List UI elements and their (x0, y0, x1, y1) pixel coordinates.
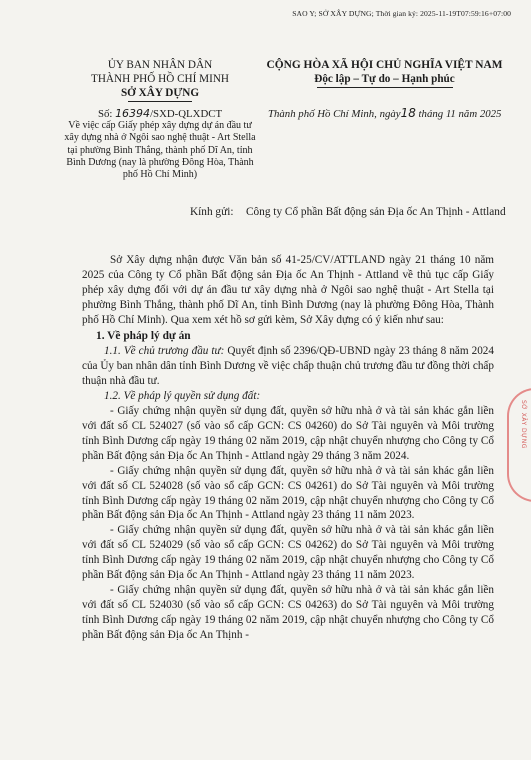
date-day-handwritten: 18 (400, 106, 416, 120)
digital-signature-note: SAO Y; SỞ XÂY DỰNG; Thời gian ký: 2025-11-19T07:59:16+07:00 (292, 9, 511, 18)
number-suffix: /SXD-QLXDCT (150, 108, 223, 120)
date-prefix: Thành phố Hồ Chí Minh, ngày (268, 108, 401, 120)
agency-line-2: THÀNH PHỐ HỒ CHÍ MINH (91, 73, 229, 85)
document-body (82, 253, 494, 643)
land-certificate-3: - Giấy chứng nhận quyền sử dụng đất, quyền sở hữu nhà ở và tài sản khác gắn liền với đất số CL 524029 (số vào sổ cấp GCN: CS 04262) do Sở Tài nguyên và Môi trường tỉnh Bình Dương cấp ngày 19 tháng 02 năm 2019, cập nhật chuyển nhượng cho Công ty Cổ phần Bất động sản Địa ốc An Thịnh - Attland ngày 23 tháng 11 năm 2023. (82, 524, 494, 582)
agency-line-1: ỦY BAN NHÂN DÂN (107, 59, 213, 71)
section-1-2 (82, 389, 494, 404)
document-subject: Về việc cấp Giấy phép xây dựng dự án đầu tư xây dựng nhà ở Ngôi sao nghệ thuật - Art Stella tại phường Bình Thắng, thành phố Dĩ An, tỉnh Bình Dương (nay là phường Đông Hòa, Thành phố Hồ Chí Minh) (64, 120, 256, 181)
section-1-1-text: Quyết định số 2396/QĐ-UBND ngày 23 tháng 8 năm 2024 của Ủy ban nhân dân tỉnh Bình Dương về việc chấp thuận chủ trương đầu tư đồng thời chấp thuận nhà đầu tư. (82, 345, 494, 388)
document-date (268, 106, 518, 120)
recipient-name: Công ty Cổ phần Bất động sản Địa ốc An Thịnh - Attland (246, 206, 506, 218)
national-motto: Độc lập – Tự do – Hạnh phúc (314, 73, 455, 85)
land-certificate-4: - Giấy chứng nhận quyền sử dụng đất, quyền sở hữu nhà ở và tài sản khác gắn liền với đất số CL 524030 (số vào sổ cấp GCN: CS 04263) do Sở Tài nguyên và Môi trường tỉnh Bình Dương cấp ngày 19 tháng 02 năm 2019, cập nhật chuyển nhượng cho Công ty Cổ phần Bất động sản Địa ốc An Thịnh - (82, 583, 494, 641)
land-certificate-2: - Giấy chứng nhận quyền sử dụng đất, quyền sở hữu nhà ở và tài sản khác gắn liền với đất số CL 524028 (số vào sổ cấp GCN: CS 04261) do Sở Tài nguyên và Môi trường tỉnh Bình Dương cấp ngày 19 tháng 02 năm 2019, cập nhật chuyển nhượng cho Công ty Cổ phần Bất động sản Địa ốc An Thịnh - Attland ngày 23 tháng 11 năm 2023. (82, 464, 494, 522)
section-1-1 (82, 344, 494, 389)
recipient-label: Kính gửi: (190, 206, 234, 218)
national-header (262, 58, 507, 88)
agency-header (60, 58, 260, 121)
section-1-1-label: 1.1. Về chủ trương đầu tư: (104, 345, 225, 358)
date-suffix: tháng 11 năm 2025 (418, 108, 502, 120)
number-prefix: Số: (97, 108, 113, 120)
intro-paragraph: Sở Xây dựng nhận được Văn bản số 41-25/CV/ATTLAND ngày 21 tháng 10 năm 2025 của Công ty Cổ phần Bất động sản Địa ốc An Thịnh - Attland về thủ tục cấp Giấy phép xây dựng đối với dự án đầu tư xây dựng nhà ở Ngôi sao nghệ thuật - Art Stella tại phường Bình Thắng, thành phố Dĩ An, tỉnh Bình Dương (nay là phường Đông Hòa, Thành phố Hồ Chí Minh). Qua xem xét hồ sơ gửi kèm, Sở Xây dựng có ý kiến như sau: (82, 254, 494, 326)
header-underline-right (317, 87, 453, 88)
header-underline-left (128, 101, 192, 102)
document-number (60, 107, 260, 121)
land-certificate-1: - Giấy chứng nhận quyền sử dụng đất, quyền sở hữu nhà ở và tài sản khác gắn liền với đất số CL 524027 (số vào sổ cấp GCN: CS 04260) do Sở Tài nguyên và Môi trường tỉnh Bình Dương cấp ngày 19 tháng 02 năm 2019, cập nhật chuyển nhượng cho Công ty Cổ phần Bất động sản Địa ốc An Thịnh - Attland ngày 29 tháng 3 năm 2024. (82, 405, 494, 462)
section-1-2-label: 1.2. Về pháp lý quyền sử dụng đất: (104, 390, 261, 403)
stamp-text: SỞ XÂY DỰNG (520, 400, 527, 449)
nation-title: CỘNG HÒA XÃ HỘI CHỦ NGHĨA VIỆT NAM (266, 59, 503, 71)
department-name: SỞ XÂY DỰNG (120, 87, 200, 99)
number-handwritten: 16394 (115, 107, 151, 120)
section-1-title: 1. Về pháp lý dự án (96, 329, 191, 342)
